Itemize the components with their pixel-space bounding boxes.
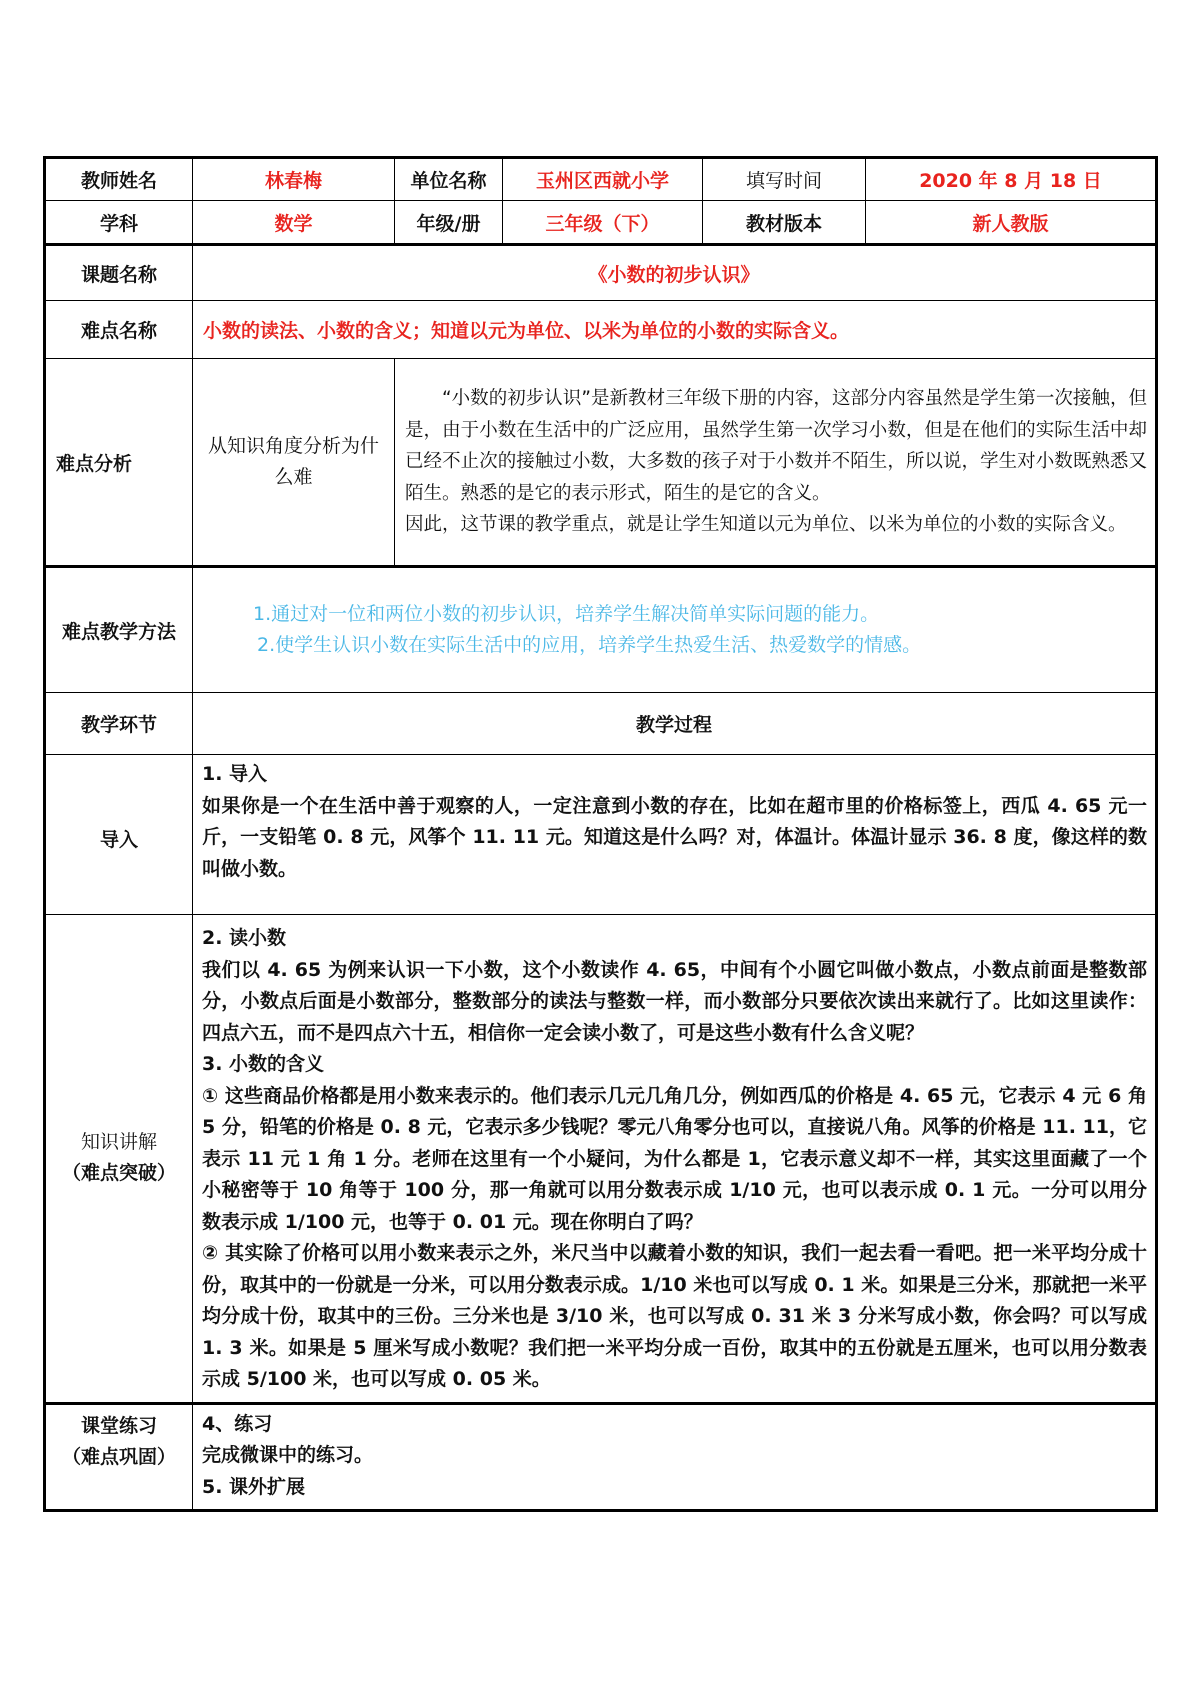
practice-content <box>193 1403 1157 1511</box>
knowledge-text-1: 我们以 4. 65 为例来认识一下小数，这个小数读作 4. 65，中间有个小圆它叫做小数点，小数点前面是整数部分，小数点后面是小数部分，整数部分的读法与整数一样，而小数部分只要依次读出来就行了。比如这里读作：四点六五，而不是四点六十五，相信你一定会读小数了，可是这些小数有什么含义呢？ <box>202 958 1147 1044</box>
analysis-sublabel-text: 从知识角度分析为什么难 <box>207 435 379 488</box>
analysis-para-2: 因此，这节课的教学重点，就是让学生知道以元为单位、以米为单位的小数的实际含义。 <box>405 514 1127 536</box>
knowledge-label <box>45 915 193 1404</box>
topic-value: 《小数的初步认识》 <box>193 245 1157 301</box>
subject-label: 学科 <box>45 201 193 245</box>
teacher-value: 林春梅 <box>193 158 395 201</box>
header-row-2 <box>45 201 1157 245</box>
method-text <box>193 567 1157 693</box>
knowledge-label-line-1: 知识讲解 <box>80 1131 157 1154</box>
grade-value: 三年级（下） <box>503 201 703 245</box>
difficulty-label: 难点名称 <box>45 301 193 359</box>
process-header-row <box>45 693 1157 755</box>
edition-value: 新人教版 <box>866 201 1157 245</box>
knowledge-title-2: 3. 小数的含义 <box>202 1053 325 1075</box>
practice-row <box>45 1403 1157 1511</box>
intro-label: 导入 <box>45 755 193 915</box>
knowledge-label-line-2: （难点突破） <box>61 1162 176 1185</box>
knowledge-text-3: ② 其实除了价格可以用小数来表示之外，米尺当中以藏着小数的知识，我们一起去看一看吧。把一米平均分成十份，取其中的一份就是一分米，可以用分数表示成。1/10 米也可以写成 0. 1 米。如果是三分米，那就把一米平均分成十份，取其中的三份。三分米也是 3/10 米，也可以写成 0. 31 米 3 分米写成小数，你会吗？可以写成 1. 3 米。如果是 5 厘米写成小数呢？我们把一米平均分成一百份，取其中的五份就是五厘米，也可以用分数表示成 5/100 米，也可以写成 0. 05 米。 <box>202 1242 1147 1390</box>
edition-label: 教材版本 <box>703 201 866 245</box>
grade-label: 年级/册 <box>395 201 503 245</box>
header-row-1 <box>45 158 1157 201</box>
method-item-2: 2.使学生认识小数在实际生活中的应用，培养学生热爱生活、热爱数学的情感。 <box>257 634 922 656</box>
date-label: 填写时间 <box>703 158 866 201</box>
process-header: 教学过程 <box>193 693 1157 755</box>
subject-value: 数学 <box>193 201 395 245</box>
unit-label: 单位名称 <box>395 158 503 201</box>
practice-title-2: 5. 课外扩展 <box>202 1475 306 1498</box>
method-label: 难点教学方法 <box>45 567 193 693</box>
analysis-label: 难点分析 <box>45 359 193 567</box>
intro-content <box>193 755 1157 915</box>
intro-text: 如果你是一个在生活中善于观察的人，一定注意到小数的存在，比如在超市里的价格标签上，西瓜 4. 65 元一斤，一支铅笔 0. 8 元，风筝个 11. 11 元。知道这是什么吗？对，体温计。体温计显示 36. 8 度，像这样的数叫做小数。 <box>202 794 1147 880</box>
analysis-sublabel <box>193 359 395 567</box>
practice-title: 4、练习 <box>202 1412 273 1435</box>
analysis-text <box>395 359 1157 567</box>
analysis-para-1: “小数的初步认识”是新教材三年级下册的内容，这部分内容虽然是学生第一次接触，但是，由于小数在生活中的广泛应用，虽然学生第一次学习小数，但是在他们的实际生活中却已经不止次的接触过小数，大多数的孩子对于小数并不陌生，所以说，学生对小数既熟悉又陌生。熟悉的是它的表示形式，陌生的是它的含义。 <box>405 388 1147 504</box>
knowledge-text-2: ① 这些商品价格都是用小数来表示的。他们表示几元几角几分，例如西瓜的价格是 4. 65 元，它表示 4 元 6 角 5 分，铅笔的价格是 0. 8 元，它表示多少钱呢？零元八角零分也可以，直接说八角。风筝的价格是 11. 11，它表示 11 元 1 角 1 分。老师在这里有一个小疑问，为什么都是 1，它表示意义却不一样，其实这里面藏了一个小秘密等于 10 角等于 100 分，那一角就可以用分数表示成 1/10 元，也可以表示成 0. 1 元。一分可以用分数表示成 1/100 元，也等于 0. 01 元。现在你明白了吗？ <box>202 1084 1147 1233</box>
date-value: 2020 年 8 月 18 日 <box>866 158 1157 201</box>
knowledge-title-1: 2. 读小数 <box>202 927 287 949</box>
practice-label <box>45 1403 193 1511</box>
teacher-label: 教师姓名 <box>45 158 193 201</box>
practice-text: 完成微课中的练习。 <box>202 1444 374 1466</box>
intro-title: 1. 导入 <box>202 763 268 785</box>
knowledge-content <box>193 915 1157 1404</box>
knowledge-row <box>45 915 1157 1404</box>
topic-row <box>45 245 1157 301</box>
analysis-row <box>45 359 1157 567</box>
practice-label-line-1: 课堂练习 <box>80 1414 157 1437</box>
lesson-plan-sheet <box>43 156 1155 1512</box>
topic-label: 课题名称 <box>45 245 193 301</box>
practice-label-line-2: （难点巩固） <box>61 1445 176 1468</box>
difficulty-value: 小数的读法、小数的含义；知道以元为单位、以米为单位的小数的实际含义。 <box>193 301 1157 359</box>
method-item-1: 1.通过对一位和两位小数的初步认识，培养学生解决简单实际问题的能力。 <box>253 603 880 625</box>
stage-header: 教学环节 <box>45 693 193 755</box>
unit-value: 玉州区西就小学 <box>503 158 703 201</box>
method-row <box>45 567 1157 693</box>
difficulty-row <box>45 301 1157 359</box>
intro-row <box>45 755 1157 915</box>
lesson-plan-table <box>43 156 1158 1512</box>
